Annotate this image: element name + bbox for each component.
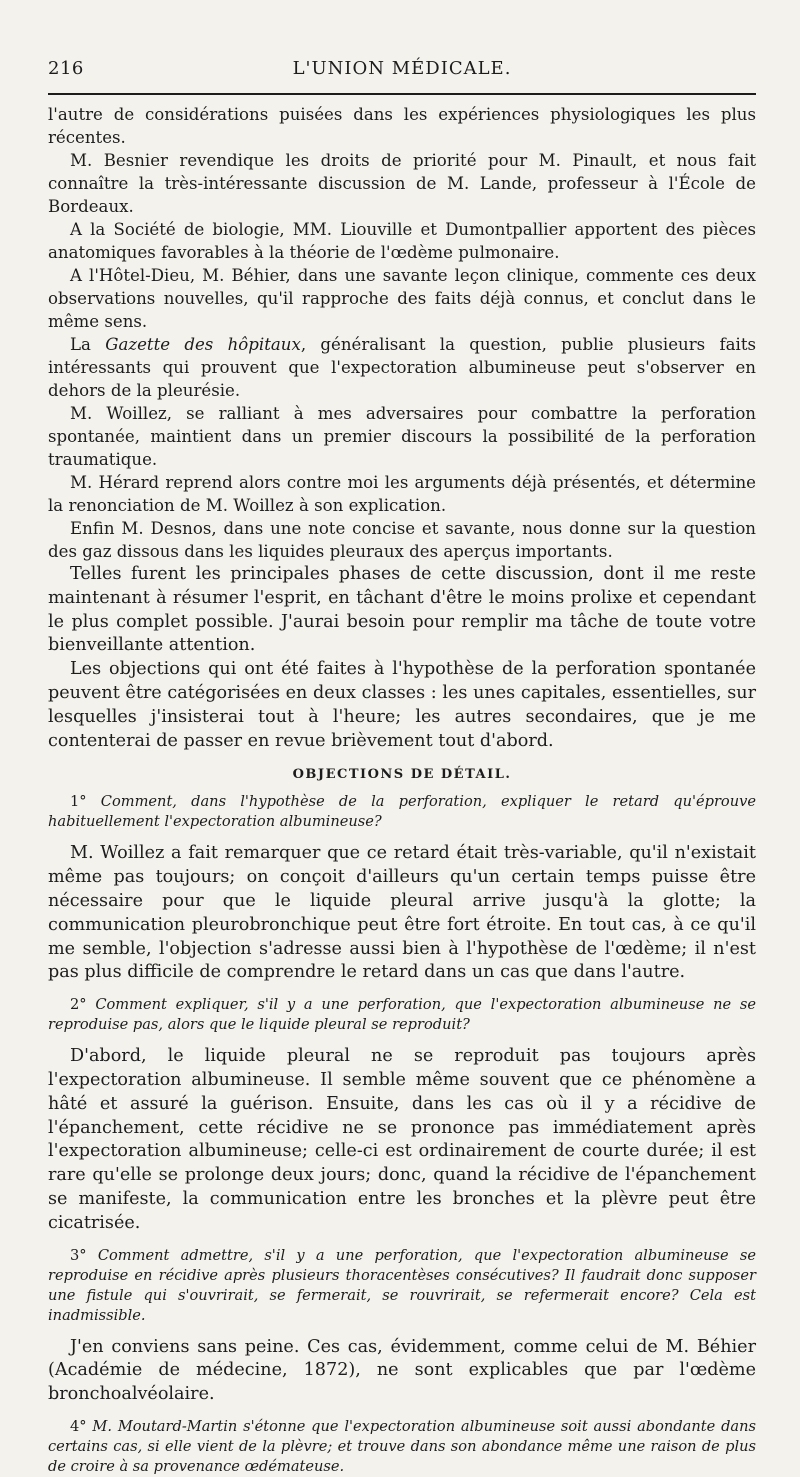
running-title: L'UNION MÉDICALE. (292, 58, 512, 79)
text-run: La (70, 335, 106, 354)
paragraph-gazette (48, 333, 756, 402)
page-header (48, 58, 756, 85)
paragraph: A l'Hôtel-Dieu, M. Béhier, dans une savante leçon clinique, commente ces deux observations nouvelles, qu'il rapproche des faits déjà connus, et conclut dans le même sens. (48, 266, 756, 331)
paragraph: l'autre de considérations puisées dans les expériences physiologiques les plus récentes. (48, 105, 756, 147)
objection-question (48, 1246, 756, 1326)
paragraph: Telles furent les principales phases de cette discussion, dont il me reste maintenant à résumer l'esprit, en tâchant d'être le moins prolixe et cependant le plus complet possible. J'aurai besoin pour remplir ma tâche de toute votre bienveillante attention. (48, 564, 756, 656)
journal-title: Gazette des hôpitaux (105, 335, 301, 354)
objection-number: 2° (70, 996, 87, 1014)
paragraph: M. Woillez, se ralliant à mes adversaires pour combattre la perforation spontanée, maintient dans un premier discours la possibilité de la perforation traumatique. (48, 404, 756, 469)
objection-text: M. Moutard-Martin s'étonne que l'expectoration albumineuse soit aussi abondante dans certains cas, si elle vient de la plèvre; et trouve dans son abondance même une raison de plus de croire à sa provenance œdémateuse. (48, 1417, 757, 1475)
objection-question (48, 995, 756, 1035)
header-rule (48, 93, 756, 95)
paragraph: J'en conviens sans peine. Ces cas, évidemment, comme celui de M. Béhier (Académie de médecine, 1872), ne sont explicables que par l'œdème bronchoalvéolaire. (48, 1336, 756, 1405)
objection-question (48, 792, 756, 832)
paragraph: M. Besnier revendique les droits de priorité pour M. Pinault, et nous fait connaître la très-intéressante discussion de M. Lande, professeur à l'École de Bordeaux. (48, 151, 756, 216)
page-number: 216 (48, 58, 84, 79)
body-text (48, 103, 756, 1477)
objection-number: 1° (70, 793, 87, 811)
section-heading: OBJECTIONS DE DÉTAIL. (292, 767, 512, 783)
objection-question (48, 1417, 756, 1477)
objection-text: Comment admettre, s'il y a une perforation, que l'expectoration albumineuse se reproduise en récidive après plusieurs thoracentèses consécutives? Il faudrait donc supposer une fistule qui s'ouvrirait, se fermerait, se rouvrirait, se refermerait encore? Cela est inadmissible. (48, 1246, 756, 1324)
paragraph: A la Société de biologie, MM. Liouville et Dumontpallier apportent des pièces anatomiques favorables à la théorie de l'œdème pulmonaire. (48, 220, 756, 262)
objection-text: Comment, dans l'hypothèse de la perforation, expliquer le retard qu'éprouve habituellement l'expectoration albumineuse? (48, 793, 756, 831)
objection-text: Comment expliquer, s'il y a une perforation, que l'expectoration albumineuse ne se reproduise pas, alors que le liquide pleural se reproduit? (48, 996, 757, 1034)
text-run: , généralisant la question, publie plusieurs faits intéressants qui prouvent que l'expectoration albumineuse peut s'observer en dehors de la pleurésie. (48, 335, 756, 400)
objection-number: 3° (70, 1246, 87, 1264)
objection-number: 4° (70, 1417, 87, 1435)
paragraph: M. Hérard reprend alors contre moi les arguments déjà présentés, et détermine la renonciation de M. Woillez à son explication. (48, 473, 756, 515)
paragraph: Les objections qui ont été faites à l'hypothèse de la perforation spontanée peuvent être catégorisées en deux classes : les unes capitales, essentielles, sur lesquelles j'insisterai tout à l'heure; les autres secondaires, que je me contenterai de passer en revue brièvement tout d'abord. (48, 659, 756, 751)
paragraph: D'abord, le liquide pleural ne se reproduit pas toujours après l'expectoration albumineuse. Il semble même souvent que ce phénomène a hâté et assuré la guérison. Ensuite, dans les cas où il y a récidive de l'épanchement, cette récidive ne se prononce pas immédiatement après l'expectoration albumineuse; celle-ci est ordinairement de courte durée; il est rare qu'elle se prolonge deux jours; donc, quand la récidive de l'épanchement se manifeste, la communication entre les bronches et la plèvre peut être cicatrisée. (48, 1046, 756, 1233)
paragraph: M. Woillez a fait remarquer que ce retard était très-variable, qu'il n'existait même pas toujours; on conçoit d'ailleurs qu'un certain temps puisse être nécessaire pour que le liquide pleural arrive jusqu'à la glotte; la communication pleurobronchique peut être fort étroite. En tout cas, à ce qu'il me semble, l'objection s'adresse aussi bien à l'hypothèse de l'œdème; il n'est pas plus difficile de comprendre le retard dans un cas que dans l'autre. (48, 843, 756, 983)
paragraph: Enfin M. Desnos, dans une note concise et savante, nous donne sur la question des gaz dissous dans les liquides pleuraux des aperçus importants. (48, 519, 756, 561)
